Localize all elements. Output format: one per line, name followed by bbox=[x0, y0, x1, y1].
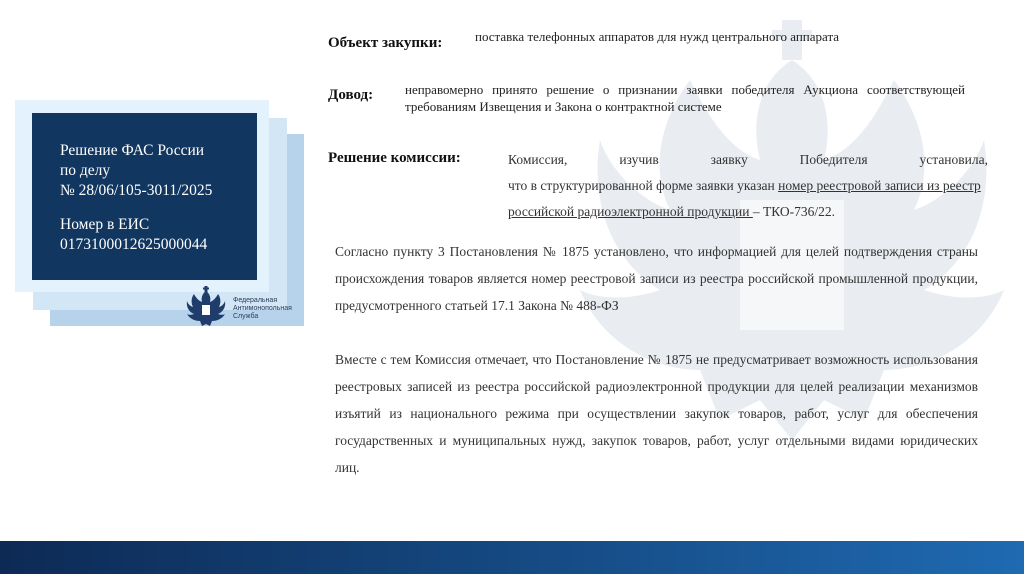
footer-bar bbox=[0, 541, 1024, 574]
procurement-label: Объект закупки: bbox=[328, 35, 443, 51]
decision-label: Решение комиссии: bbox=[328, 150, 461, 166]
eis-number: 0173100012625000044 bbox=[60, 236, 208, 253]
decision-suffix: – ТКО-736/22. bbox=[752, 204, 835, 219]
decision-line2 bbox=[508, 173, 988, 225]
case-subtitle: по делу bbox=[60, 162, 111, 179]
fas-logo bbox=[183, 285, 313, 335]
argument-value: неправомерно принято решение о признании заявки победителя Аукциона соответствующей требованиям Извещения и Закона о контрактной системе bbox=[405, 82, 965, 114]
logo-text-line1: Федеральная bbox=[233, 297, 278, 304]
paragraph-resolution-1875: Согласно пункту 3 Постановления № 1875 установлено, что информацией для целей подтверждения страны происхождения товаров является номер реестровой записи из реестра российской промышленной продукции, предусмотренного статьей 17.1 Закона № 488-ФЗ bbox=[335, 244, 978, 313]
argument-label: Довод: bbox=[328, 87, 374, 103]
registry-record-link[interactable]: номер реестровой записи из реестр российской радиоэлектронной продукции bbox=[508, 178, 981, 219]
case-info-card bbox=[32, 113, 257, 280]
decision-line2-prefix: что в структурированной форме заявки указан bbox=[508, 178, 779, 193]
decision-line1: Комиссия, изучив заявку Победителя установила, bbox=[508, 152, 988, 167]
logo-text-line3: Служба bbox=[233, 313, 259, 320]
procurement-value: поставка телефонных аппаратов для нужд центрального аппарата bbox=[475, 29, 840, 44]
case-title: Решение ФАС России bbox=[60, 142, 205, 159]
paragraph-commission-note: Вместе с тем Комиссия отмечает, что Постановление № 1875 не предусматривает возможность использования реестровых записей из реестра российской радиоэлектронной продукции для целей реализации механизмов изъятий из национального режима при осуществлении закупок товаров, работ, услуг для обеспечения государственных и муниципальных нужд, закупок товаров, работ, услуг отдельными видами юридических лиц. bbox=[335, 352, 978, 475]
decision-text bbox=[508, 147, 988, 225]
logo-text-line2: Антимонопольная bbox=[233, 305, 292, 312]
double-headed-eagle-icon bbox=[183, 285, 229, 331]
case-number: № 28/06/105-3011/2025 bbox=[60, 182, 213, 199]
eis-label: Номер в ЕИС bbox=[60, 216, 150, 233]
